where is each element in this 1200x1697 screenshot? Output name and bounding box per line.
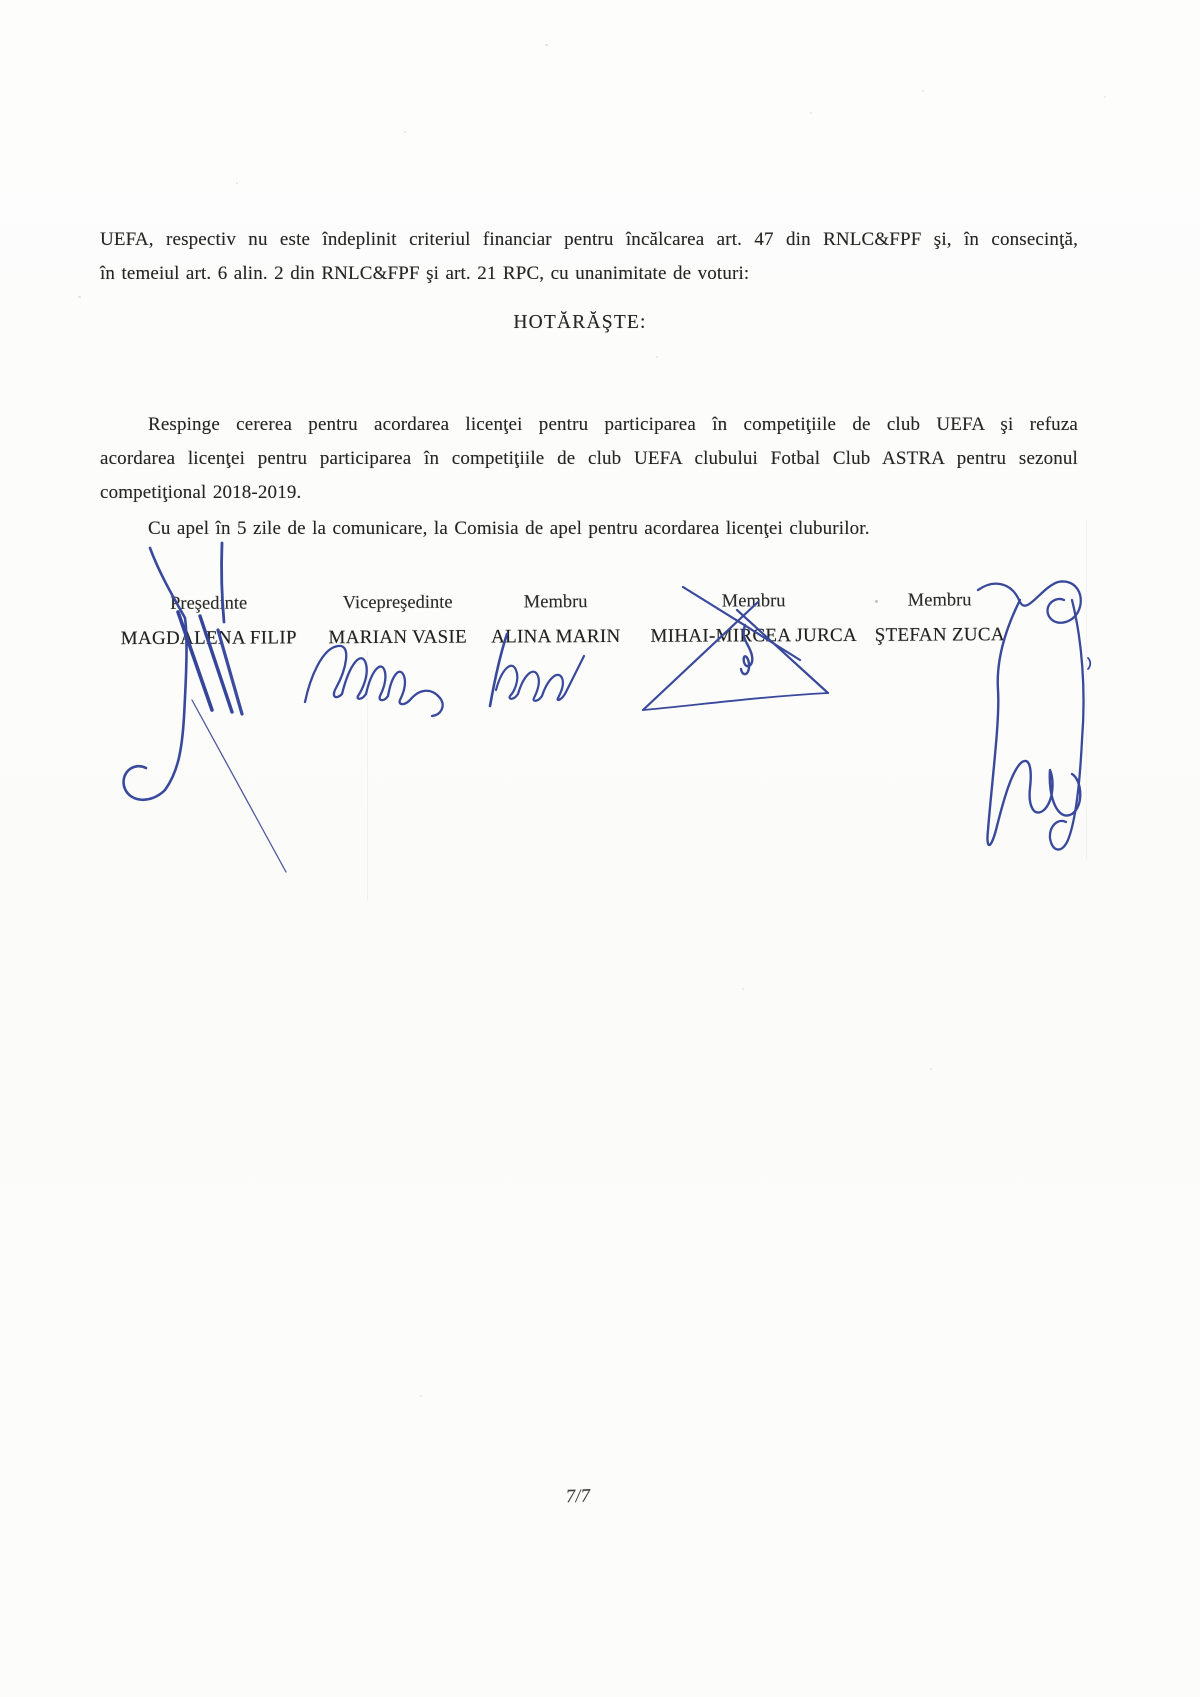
page-number: 7/7 xyxy=(564,1485,592,1508)
paragraph2-line3: competiţional 2018-2019. xyxy=(100,482,302,503)
paragraph2-line1: Respinge cererea pentru acordarea licenţei pentru participarea în competiţiile de club UEFA şi refuza xyxy=(148,414,1078,435)
signature-alina-marin xyxy=(490,634,584,706)
signatory-title: Preşedinte xyxy=(170,593,248,614)
scan-speck xyxy=(78,296,81,298)
signatory-name: ŞTEFAN ZUCA xyxy=(874,624,1005,646)
signatory-name: MAGDALENA FILIP xyxy=(120,627,297,650)
scan-crease xyxy=(1086,520,1087,860)
scan-speck xyxy=(420,1395,422,1397)
signatory-title: Membru xyxy=(721,591,786,612)
scan-speck xyxy=(930,1068,932,1070)
scan-speck xyxy=(875,600,878,603)
signature-marian-vasie xyxy=(305,646,443,716)
decision-heading: HOTĂRĂŞTE: xyxy=(513,312,647,333)
scan-speck xyxy=(656,356,658,358)
signatory-name: MIHAI-MIRCEA JURCA xyxy=(650,624,858,647)
signatory-name: MARIAN VASIE xyxy=(328,626,468,649)
signatory-title: Membru xyxy=(523,592,588,613)
scan-speck xyxy=(236,182,238,184)
scan-speck xyxy=(545,44,548,46)
appeal-line: Cu apel în 5 zile de la comunicare, la Comisia de apel pentru acordarea licenţei cluburilor. xyxy=(148,518,870,539)
scan-speck xyxy=(1104,96,1106,98)
signatory-title: Membru xyxy=(907,590,972,611)
paragraph2-line2: acordarea licenţei pentru participarea în competiţiile de club UEFA clubului Fotbal Club ASTRA pentru sezonul xyxy=(100,448,1078,469)
scan-speck xyxy=(742,988,744,990)
signature-mihai-mircea-jurca xyxy=(643,587,828,710)
signature-magdalena-filip xyxy=(124,543,286,872)
handwritten-signatures-layer xyxy=(0,530,1200,890)
scan-speck xyxy=(922,90,924,92)
scan-speck xyxy=(810,112,812,114)
paragraph1-line1: UEFA, respectiv nu este îndeplinit criteriul financiar pentru încălcarea art. 47 din RNLC&FPF şi, în consecinţă, xyxy=(100,229,1078,250)
paragraph1-line2: în temeiul art. 6 alin. 2 din RNLC&FPF şi art. 21 RPC, cu unanimitate de voturi: xyxy=(100,263,750,284)
signatory-name: ALINA MARIN xyxy=(491,625,621,648)
scan-crease xyxy=(367,650,368,900)
signature-stefan-zuca xyxy=(978,581,1090,849)
signatory-title: Vicepreşedinte xyxy=(342,592,453,614)
scan-speck xyxy=(404,131,406,133)
